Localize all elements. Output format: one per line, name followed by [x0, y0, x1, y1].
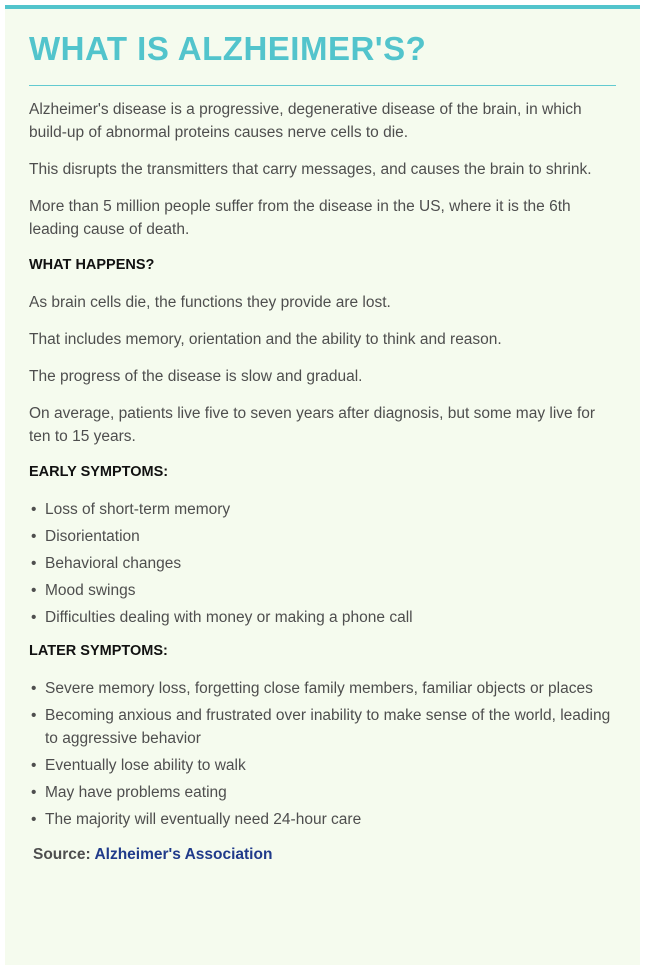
list-item [29, 579, 616, 602]
list-item [29, 808, 616, 831]
early-symptoms-heading: EARLY SYMPTOMS: [29, 464, 169, 480]
what-happens-paragraph-1: As brain cells die, the functions they provide are lost. [29, 294, 391, 311]
intro-paragraph-1: Alzheimer's disease is a progressive, degenerative disease of the brain, in which build-up of abnormal proteins causes nerve cells to die. [29, 101, 582, 141]
list-item-text: The majority will eventually need 24-hour care [45, 811, 362, 828]
bullet-icon: • [31, 680, 37, 697]
what-happens-paragraph-4: On average, patients live five to seven years after diagnosis, but some may live for ten to 15 years. [29, 405, 596, 445]
list-item-text: Becoming anxious and frustrated over inability to make sense of the world, leading to aggressive behavior [45, 707, 611, 747]
list-item-text: Mood swings [45, 582, 136, 599]
later-symptoms-heading: LATER SYMPTOMS: [29, 643, 168, 659]
bullet-icon: • [31, 555, 37, 572]
bullet-icon: • [31, 707, 37, 724]
list-item [29, 552, 616, 575]
bullet-icon: • [31, 757, 37, 774]
what-happens-heading: WHAT HAPPENS? [29, 257, 155, 273]
list-item-text: Difficulties dealing with money or making a phone call [45, 609, 413, 626]
intro-paragraph-2: This disrupts the transmitters that carry messages, and causes the brain to shrink. [29, 161, 592, 178]
list-item-text: Eventually lose ability to walk [45, 757, 246, 774]
list-item-text: Disorientation [45, 528, 140, 545]
list-item [29, 606, 616, 629]
list-item-text: May have problems eating [45, 784, 227, 801]
list-item [29, 754, 616, 777]
list-item-text: Severe memory loss, forgetting close family members, familiar objects or places [45, 680, 593, 697]
early-symptoms-list [29, 498, 616, 629]
info-box [5, 5, 640, 965]
list-item [29, 498, 616, 521]
source-label: Source: [33, 846, 91, 863]
page-title: WHAT IS ALZHEIMER'S? [29, 30, 427, 67]
list-item [29, 781, 616, 804]
source-link[interactable]: Alzheimer's Association [94, 846, 273, 863]
what-happens-paragraph-3: The progress of the disease is slow and gradual. [29, 368, 363, 385]
bullet-icon: • [31, 811, 37, 828]
later-symptoms-list [29, 677, 616, 831]
list-item [29, 677, 616, 700]
bullet-icon: • [31, 609, 37, 626]
bullet-icon: • [31, 582, 37, 599]
bullet-icon: • [31, 784, 37, 801]
intro-paragraph-3: More than 5 million people suffer from the disease in the US, where it is the 6th leading cause of death. [29, 198, 571, 238]
bullet-icon: • [31, 528, 37, 545]
title-divider [29, 85, 616, 86]
what-happens-paragraph-2: That includes memory, orientation and the ability to think and reason. [29, 331, 502, 348]
list-item [29, 525, 616, 548]
bullet-icon: • [31, 501, 37, 518]
source-line [29, 843, 616, 866]
list-item-text: Behavioral changes [45, 555, 182, 572]
list-item [29, 704, 616, 750]
list-item-text: Loss of short-term memory [45, 501, 231, 518]
